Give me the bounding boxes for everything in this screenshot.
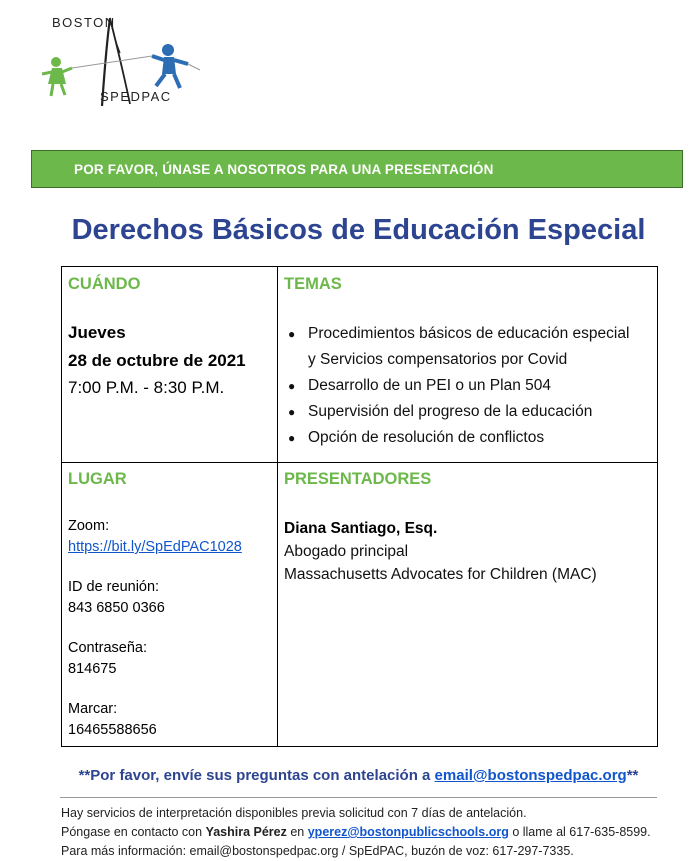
footer-divider: [60, 797, 657, 798]
zoom-label: Zoom:: [68, 518, 110, 534]
event-time: 7:00 P.M. - 8:30 P.M.: [68, 378, 225, 397]
zoom-link[interactable]: https://bit.ly/SpEdPAC1028: [68, 539, 242, 555]
page-title: Derechos Básicos de Educación Especial: [71, 214, 646, 246]
table-divider-vertical: [277, 267, 278, 746]
when-cell: [68, 275, 273, 398]
questions-email-link[interactable]: email@bostonspedpac.org: [434, 767, 627, 784]
presenter-org: Massachusetts Advocates for Children (MAC): [284, 566, 597, 583]
topics-list: [284, 321, 654, 451]
questions-note: **Por favor, envíe sus preguntas con antelación a email@bostonspedpac.org**: [78, 767, 639, 784]
meeting-id-label: ID de reunión:: [68, 579, 160, 595]
bullet-icon: ●: [288, 431, 296, 445]
dial-value: 16465588656: [68, 722, 157, 738]
footer-line-1: Hay servicios de interpretación disponibles previa solicitud con 7 días de antelación.: [61, 806, 527, 820]
password-label: Contraseña:: [68, 640, 147, 656]
place-cell: [68, 470, 273, 741]
list-item: y Servicios compensatorios por Covid: [308, 351, 568, 368]
list-item: ● Supervisión del progreso de la educación: [284, 399, 654, 425]
logo: [40, 8, 220, 113]
event-date: 28 de octubre de 2021: [68, 351, 246, 370]
contact-name: Yashira Pérez: [205, 825, 287, 839]
place-heading: LUGAR: [68, 470, 127, 488]
presenters-heading: PRESENTADORES: [284, 470, 432, 488]
invitation-banner: [31, 150, 683, 188]
footer-line-2: Póngase en contacto con Yashira Pérez en yperez@bostonpublicschools.org o llame al 617-635-8599.: [61, 825, 651, 839]
logo-top-text: BOSTON: [52, 15, 116, 30]
topics-heading: TEMAS: [284, 275, 342, 293]
logo-bottom-text: SPEDPAC: [100, 89, 172, 104]
presenters-cell: [284, 470, 654, 584]
banner-text: POR FAVOR, ÚNASE A NOSOTROS PARA UNA PRESENTACIÓN: [74, 161, 494, 177]
dial-label: Marcar:: [68, 701, 118, 717]
list-item: ● Procedimientos básicos de educación especial: [284, 321, 654, 347]
presenter-role: Abogado principal: [284, 543, 409, 560]
contact-email-link[interactable]: yperez@bostonpublicschools.org: [307, 825, 509, 839]
bullet-icon: ●: [288, 379, 296, 393]
list-item: ● Opción de resolución de conflictos: [284, 425, 654, 451]
bullet-icon: ●: [288, 405, 296, 419]
event-day: Jueves: [68, 323, 126, 342]
table-divider-horizontal: [62, 462, 657, 463]
topics-cell: [284, 275, 654, 451]
password-value: 814675: [68, 661, 117, 677]
meeting-id-value: 843 6850 0366: [68, 600, 165, 616]
footer: [61, 804, 651, 861]
footer-line-3: Para más información: email@bostonspedpac.org / SpEdPAC, buzón de voz: 617-297-7335.: [61, 844, 574, 858]
when-heading: CUÁNDO: [68, 275, 141, 293]
list-item: ● Desarrollo de un PEI o un Plan 504: [284, 373, 654, 399]
presenter-name: Diana Santiago, Esq.: [284, 520, 438, 537]
event-info-table: [61, 266, 658, 747]
bullet-icon: ●: [288, 327, 296, 341]
